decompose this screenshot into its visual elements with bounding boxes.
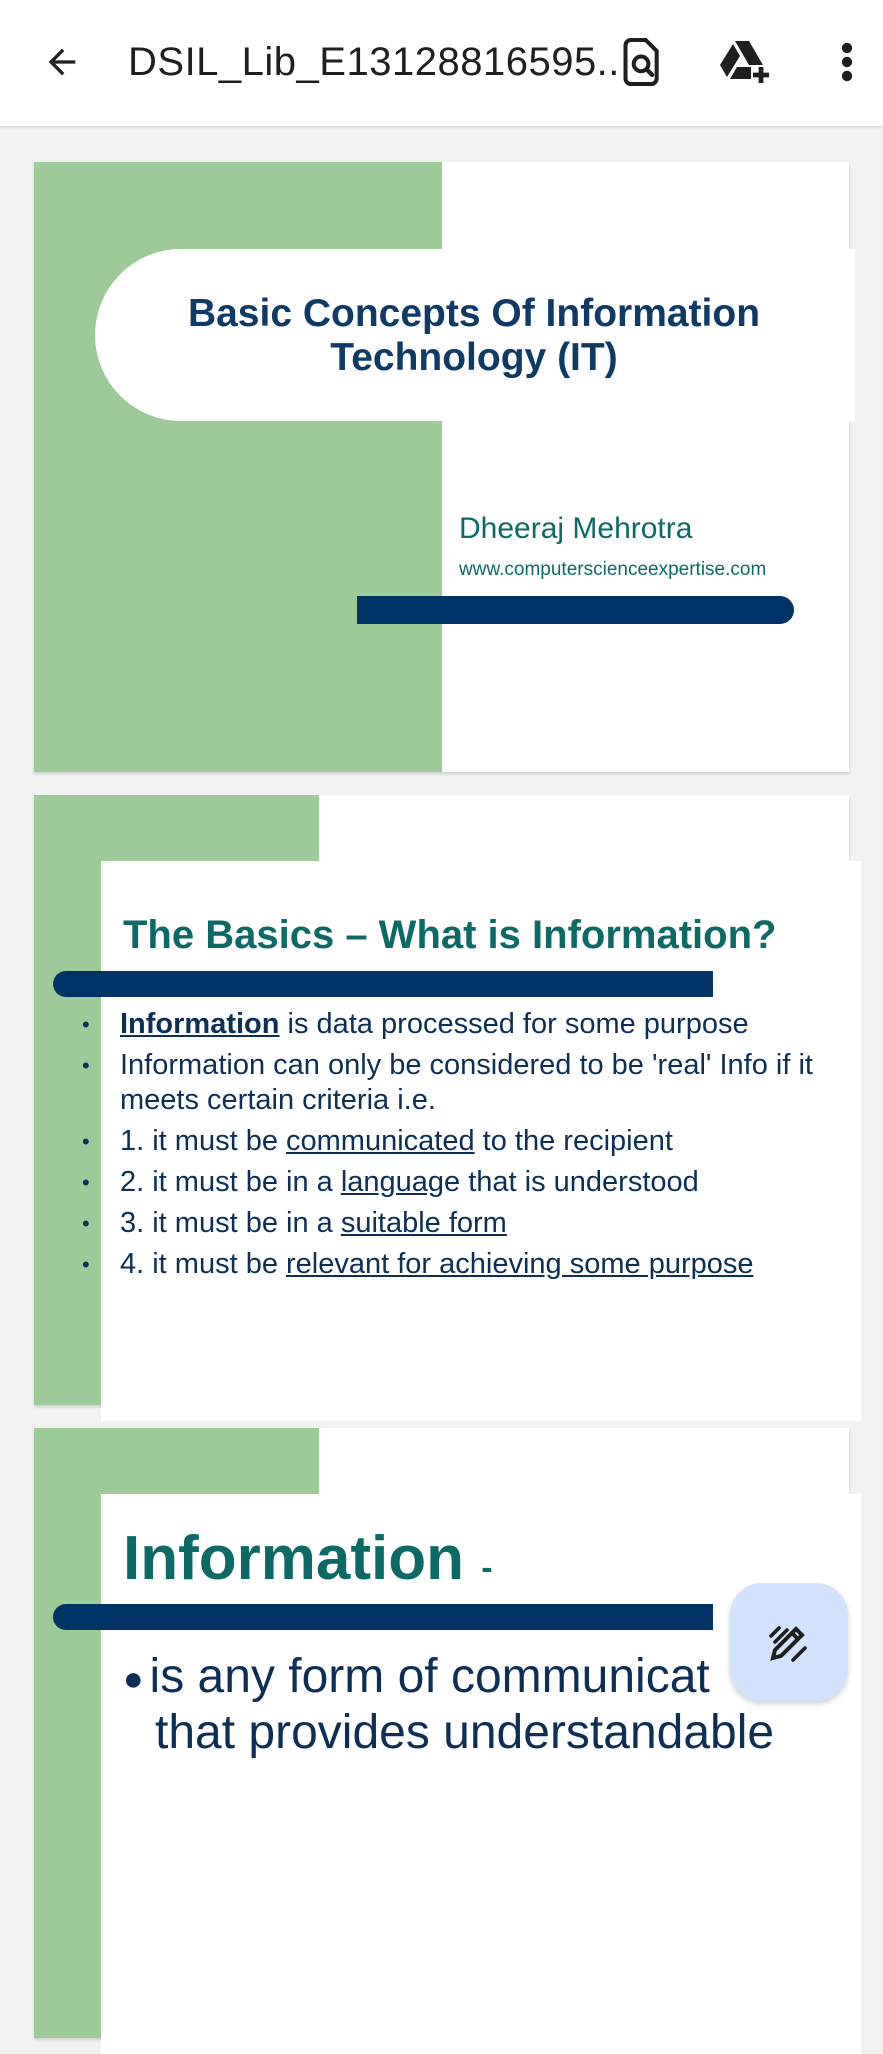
slide-3-bullet: ● is any form of communicat	[123, 1650, 710, 1703]
slide-page-3	[34, 1428, 849, 2038]
drive-add-icon	[719, 39, 771, 85]
back-arrow-icon	[42, 42, 82, 82]
bullet-item: • 3. it must be in a suitable form	[82, 1206, 842, 1241]
search-document-icon	[620, 38, 664, 86]
slide-green-top	[34, 1428, 319, 1494]
bullet-item: • 2. it must be in a language that is understood	[82, 1165, 842, 1200]
slide-2-bar	[53, 971, 713, 997]
add-to-drive-button[interactable]	[713, 30, 777, 94]
more-vertical-icon	[841, 42, 853, 82]
document-title: DSIL_Lib_E13128816595...	[128, 40, 632, 84]
slide-green-top	[34, 795, 319, 861]
slide-2-title: The Basics – What is Information?	[123, 913, 777, 957]
slide-page-1	[34, 162, 849, 772]
slide-1-website: www.computerscienceexpertise.com	[459, 559, 767, 580]
bullet-item: • 4. it must be relevant for achieving some purpose	[82, 1247, 842, 1282]
slide-3-title: Information -	[123, 1524, 493, 1593]
slide-2-bullet-list	[82, 1007, 842, 1288]
bullet-item: • 1. it must be communicated to the recipient	[82, 1124, 842, 1159]
slide-1-title: Basic Concepts Of Information Technology (IT)	[187, 292, 761, 379]
edit-pen-icon	[765, 1618, 813, 1666]
find-in-document-button[interactable]	[612, 32, 672, 92]
slide-1-author: Dheeraj Mehrotra	[459, 512, 693, 545]
slide-page-2	[34, 795, 849, 1405]
slide-1-bar	[357, 596, 794, 624]
bullet-item: • Information is data processed for some purpose	[82, 1007, 842, 1042]
more-options-button[interactable]	[822, 32, 872, 92]
app-bar	[0, 0, 883, 126]
slide-green-strip	[34, 1428, 101, 2038]
slide-3-bar	[53, 1604, 713, 1630]
back-button[interactable]	[30, 30, 94, 94]
annotate-fab-button[interactable]	[730, 1583, 848, 1701]
bullet-item: • Information can only be considered to be 'real' Info if it meets certain criteria i.e.	[82, 1048, 842, 1118]
slide-3-bullet-continued: that provides understandable	[155, 1706, 775, 1759]
